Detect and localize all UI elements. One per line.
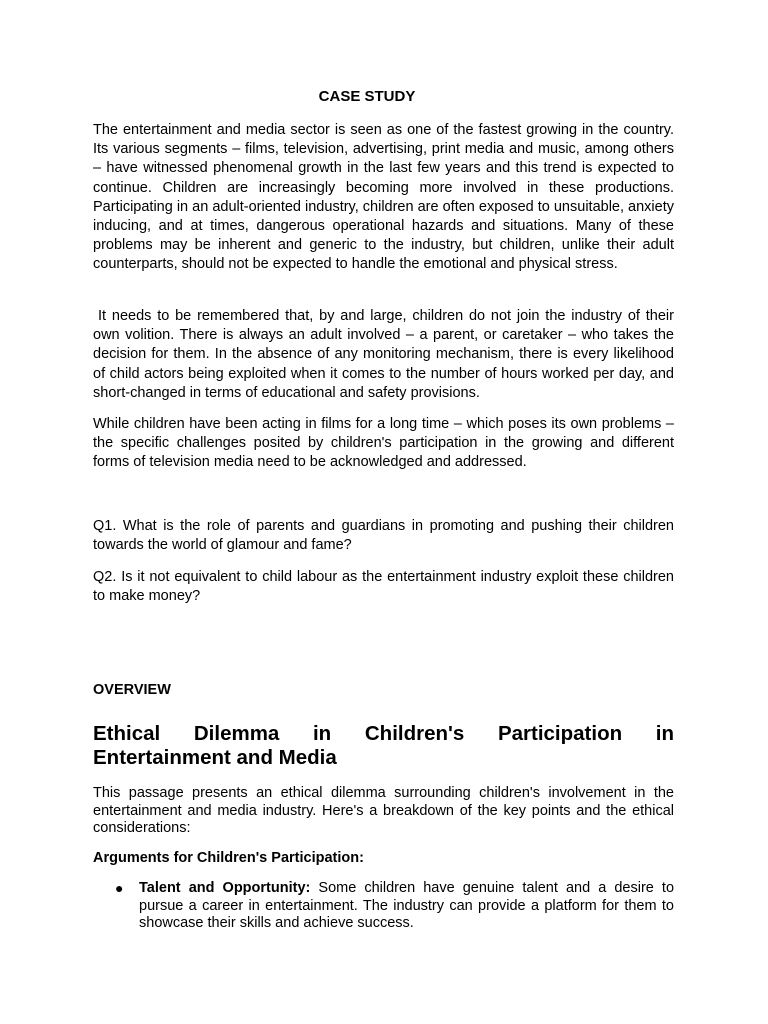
question-2: Q2. Is it not equivalent to child labour as the entertainment industry exploit these children to make money?: [93, 569, 674, 605]
overview-label: OVERVIEW: [93, 682, 171, 698]
paragraph-3: While children have been acting in films for a long time – which poses its own problems – the specific challenges posited by children's participation in the growing and different forms of television media need to be acknowledged and addressed.: [93, 416, 674, 471]
arguments-list: [93, 880, 674, 933]
list-item: [93, 880, 674, 933]
paragraph-1: The entertainment and media sector is seen as one of the fastest growing in the country. Its various segments – films, television, advertising, print media and music, among others – have witnessed phenomenal growth in the last few years and this trend is expected to continue. Children are increasingly becoming more involved in these productions. Participating in an adult-oriented industry, children are often exposed to unsuitable, anxiety inducing, and at times, dangerous operational hazards and situations. Many of these problems may be inherent and generic to the industry, but children, unlike their adult counterparts, should not be expected to handle the emotional and physical stress.: [93, 122, 674, 273]
bullet-icon: ●: [115, 880, 124, 896]
question-1: Q1. What is the role of parents and guardians in promoting and pushing their children towards the world of glamour and fame?: [93, 518, 674, 554]
document-title: CASE STUDY: [318, 88, 416, 105]
bullet-text: Some children have genuine talent and a desire to pursue a career in entertainment. The industry can provide a platform for them to showcase their skills and achieve success.: [139, 880, 675, 931]
paragraph-2: It needs to be remembered that, by and large, children do not join the industry of their own volition. There is always an adult involved – a parent, or caretaker – who takes the decision for them. In the absence of any monitoring mechanism, there is every likelihood of child actors being exploited when it comes to the number of hours worked per day, and short-changed in terms of educational and safety provisions.: [93, 308, 674, 401]
overview-intro: This passage presents an ethical dilemma surrounding children's involvement in the entertainment and media industry. Here's a breakdown of the key points and the ethical considerations:: [93, 785, 674, 836]
bullet-term: Talent and Opportunity:: [139, 880, 311, 896]
arguments-heading: Arguments for Children's Participation:: [93, 850, 364, 866]
overview-heading: Ethical Dilemma in Children's Participation in Entertainment and Media: [93, 722, 674, 769]
